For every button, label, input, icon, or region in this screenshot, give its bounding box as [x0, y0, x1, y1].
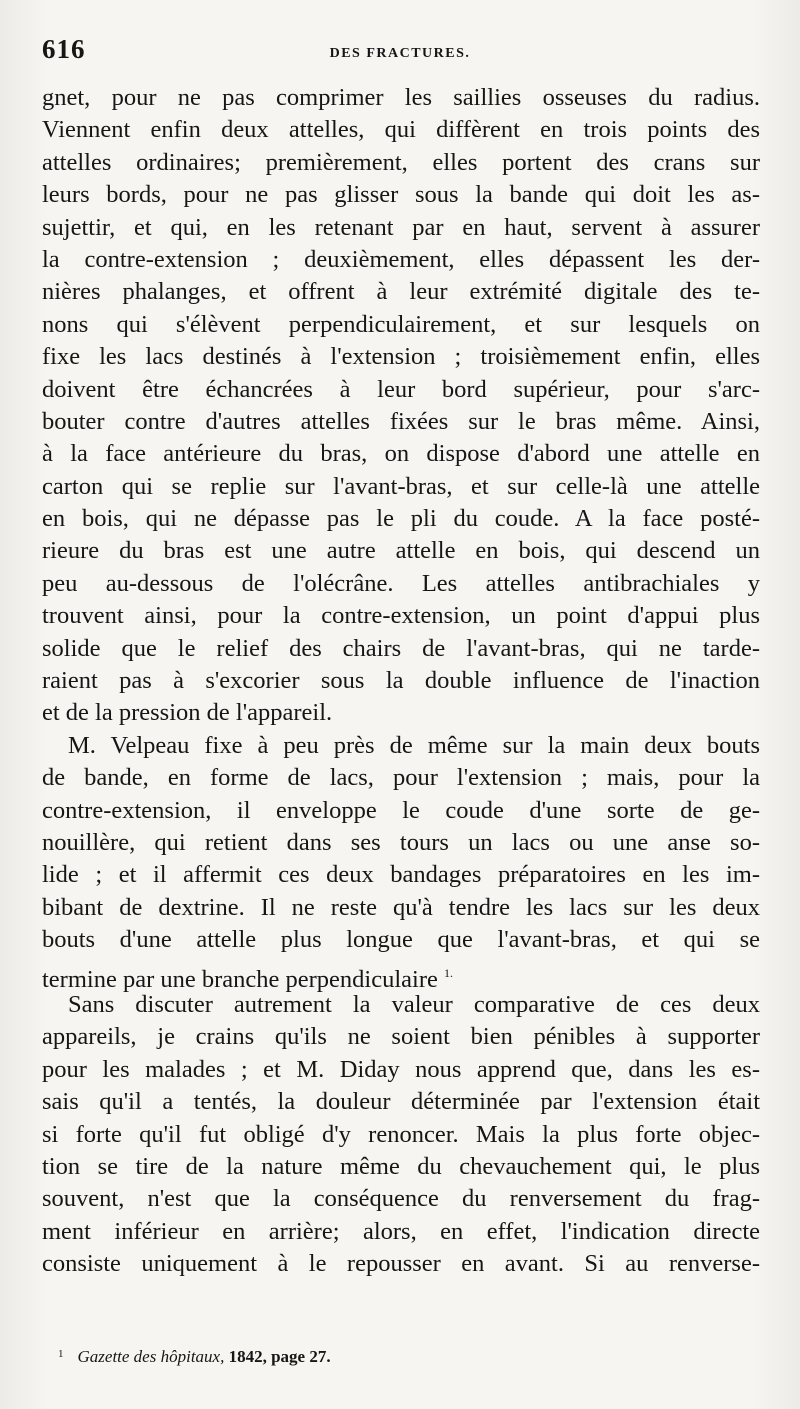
text-line: bouter contre d'autres attelles fixées sur le bras même. Ainsi, — [42, 407, 760, 435]
text-line: fixe les lacs destinés à l'extension ; troisièmement enfin, elles — [42, 343, 760, 371]
text-line: attelles ordinaires; premièrement, elles portent des crans sur — [42, 148, 760, 176]
text-line: sujettir, et qui, en les retenant par en haut, servent à assurer — [42, 213, 760, 241]
text-line: Sans discuter autrement la valeur comparative de ces deux — [68, 990, 760, 1018]
text-line: de bande, en forme de lacs, pour l'extension ; mais, pour la — [42, 764, 760, 792]
text-line: nières phalanges, et offrent à leur extrémité digitale des te- — [42, 278, 760, 306]
text-line: appareils, je crains qu'ils ne soient bien pénibles à supporter — [42, 1023, 760, 1051]
footnote — [58, 1347, 331, 1367]
text-line: bibant de dextrine. Il ne reste qu'à tendre les lacs sur les deux — [42, 893, 760, 921]
text-line: la contre-extension ; deuxièmement, elles dépassent les der- — [42, 245, 760, 273]
page-number: 616 — [42, 34, 86, 64]
text-line: bouts d'une attelle plus longue que l'avant-bras, et qui se — [42, 926, 760, 954]
text-line: ment inférieur en arrière; alors, en effet, l'indication directe — [42, 1217, 760, 1245]
text-line: doivent être échancrées à leur bord supérieur, pour s'arc- — [42, 375, 760, 403]
page-header — [42, 34, 758, 66]
text-line: carton qui se replie sur l'avant-bras, et sur celle-là une attelle — [42, 472, 760, 500]
text-line: à la face antérieure du bras, on dispose d'abord une attelle en — [42, 440, 760, 468]
text-line: et de la pression de l'appareil. — [42, 699, 333, 727]
text-line: leurs bords, pour ne pas glisser sous la bande qui doit les as- — [42, 181, 760, 209]
text-line: nouillère, qui retient dans ses tours un lacs ou une anse so- — [42, 828, 760, 856]
running-title: DES FRACTURES. — [329, 46, 471, 61]
footnote-source-title: Gazette des hôpitaux, — [77, 1347, 225, 1366]
text-line: consiste uniquement à le repousser en avant. Si au renverse- — [42, 1250, 760, 1278]
text-line: raient pas à s'excorier sous la double influence de l'inaction — [42, 667, 760, 695]
text-line: termine par une branche perpendiculaire — [42, 965, 438, 993]
body-text — [42, 82, 760, 1280]
text-line: nons qui s'élèvent perpendiculairement, et sur lesquels on — [42, 310, 760, 338]
text-line: solide que le relief des chairs de l'avant-bras, qui ne tarde- — [42, 634, 760, 662]
text-line: trouvent ainsi, pour la contre-extension, un point d'appui plus — [42, 602, 760, 630]
text-line: souvent, n'est que la conséquence du renversement du frag- — [42, 1185, 760, 1213]
text-line: rieure du bras est une autre attelle en bois, qui descend un — [42, 537, 760, 565]
footnote-reference: 1. — [444, 965, 454, 980]
text-line: Viennent enfin deux attelles, qui diffèrent en trois points des — [42, 116, 760, 144]
text-line: en bois, qui ne dépasse pas le pli du coude. A la face posté- — [42, 505, 760, 533]
text-line: lide ; et il affermit ces deux bandages préparatoires en les im- — [42, 861, 760, 889]
text-line-with-note — [42, 957, 760, 993]
text-line: sais qu'il a tentés, la douleur déterminée par l'extension était — [42, 1088, 760, 1116]
text-line: contre-extension, il enveloppe le coude d'une sorte de ge- — [42, 796, 760, 824]
text-line: gnet, pour ne pas comprimer les saillies osseuses du radius. — [42, 84, 760, 111]
text-line: pour les malades ; et M. Diday nous apprend que, dans les es- — [42, 1055, 760, 1083]
footnote-marker: 1 — [58, 1348, 64, 1360]
text-line: M. Velpeau fixe à peu près de même sur la main deux bouts — [68, 731, 760, 759]
text-line: peu au-dessous de l'olécrâne. Les attelles antibrachiales y — [42, 569, 760, 597]
text-line: si forte qu'il fut obligé d'y renoncer. Mais la plus forte objec- — [42, 1120, 760, 1148]
text-line: tion se tire de la nature même du chevauchement qui, le plus — [42, 1152, 760, 1180]
footnote-details: 1842, page 27. — [228, 1347, 331, 1366]
